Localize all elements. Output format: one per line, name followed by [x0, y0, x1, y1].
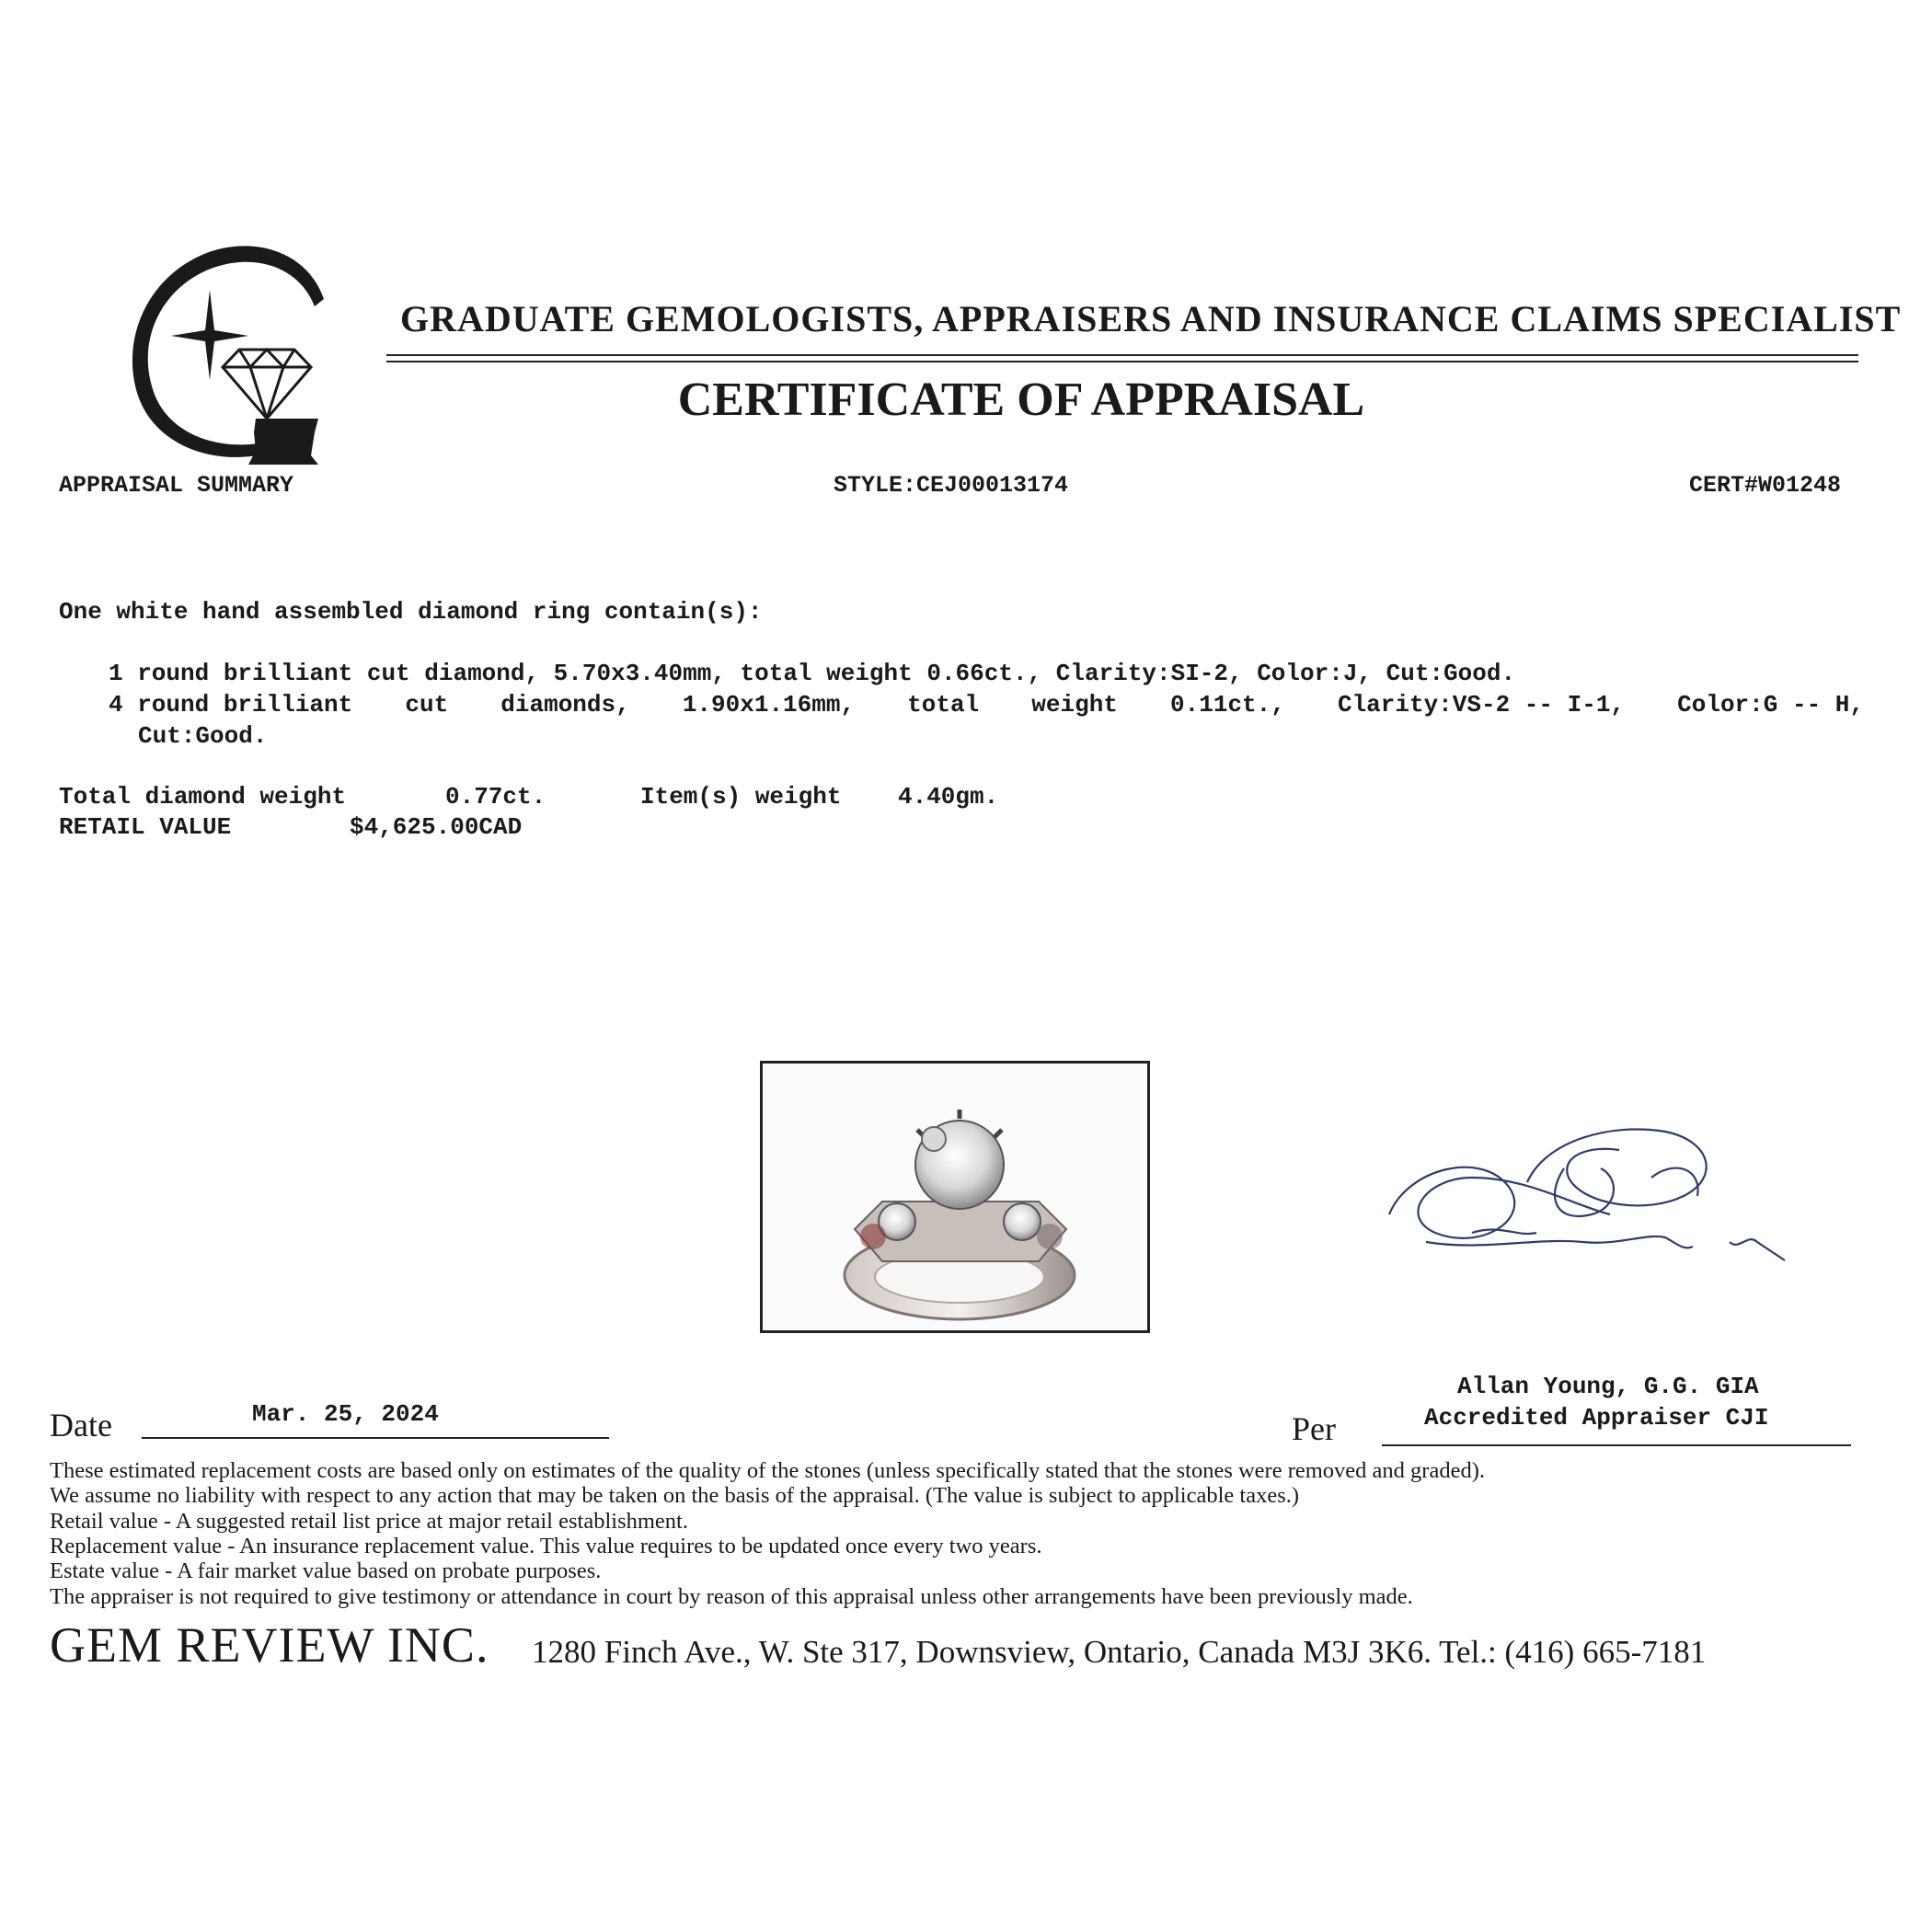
ring-photo [760, 1061, 1150, 1333]
footer-company-name: GEM REVIEW INC. [50, 1617, 489, 1673]
total-diamond-weight-label: Total diamond weight [59, 783, 347, 811]
appraisal-summary-label: APPRAISAL SUMMARY [59, 472, 294, 499]
ring-image [763, 1064, 1147, 1330]
side-stones-part: Clarity:VS-2 -- I-1, [1337, 691, 1626, 719]
gem-logo-icon [110, 235, 331, 465]
side-stones-part: total [907, 691, 980, 719]
style-number: STYLE:CEJ00013174 [834, 472, 1069, 499]
date-line [142, 1437, 609, 1439]
retail-value-amount: $4,625.00CAD [350, 813, 523, 841]
side-stones-part: Color:G -- H, [1677, 691, 1864, 719]
item-weight-label: Item(s) weight [640, 783, 842, 811]
certificate-title: CERTIFICATE OF APPRAISAL [677, 374, 1365, 426]
header-rule [386, 361, 1858, 362]
side-stones-part: weight [1031, 691, 1118, 719]
certificate-number: CERT#W01248 [1689, 472, 1842, 499]
side-stones-part: 1.90x1.16mm, [682, 691, 856, 719]
date-label: Date [50, 1407, 112, 1443]
date-value: Mar. 25, 2024 [252, 1400, 439, 1428]
center-stone-line: 1 round brilliant cut diamond, 5.70x3.40mm, total weight 0.66ct., Clarity:SI-2, Color:J, Cut:Good. [109, 660, 1516, 687]
item-weight-value: 4.40gm. [898, 783, 999, 811]
per-label: Per [1292, 1410, 1336, 1447]
disclaimer-line: We assume no liability with respect to any action that may be taken on the basis of the appraisal. (The value is subject to applicable taxes.) [50, 1483, 1300, 1508]
header-tagline: GRADUATE GEMOLOGISTS, APPRAISERS AND INSURANCE CLAIMS SPECIALIST [400, 298, 1902, 339]
disclaimer-line: The appraiser is not required to give testimony or attendance in court by reason of this appraisal unless other arrangements have been previously made. [50, 1584, 1413, 1609]
footer-address: 1280 Finch Ave., W. Ste 317, Downsview, Ontario, Canada M3J 3K6. Tel.: (416) 665-7181 [532, 1634, 1707, 1670]
appraiser-name: Allan Young, G.G. GIA [1457, 1373, 1759, 1400]
side-stones-line [109, 691, 1864, 719]
disclaimer-line: Estate value - A fair market value based on probate purposes. [50, 1558, 602, 1583]
side-stones-line-continued: Cut:Good. [138, 722, 268, 750]
signature-line [1382, 1444, 1851, 1446]
item-description-intro: One white hand assembled diamond ring contain(s): [59, 598, 763, 626]
side-stones-part: 0.11ct., [1170, 691, 1285, 719]
header-rule [386, 354, 1858, 356]
disclaimer-line: Replacement value - An insurance replacement value. This value requires to be updated once every two years. [50, 1534, 1042, 1558]
appraiser-credential: Accredited Appraiser CJI [1424, 1404, 1769, 1432]
retail-value-label: RETAIL VALUE [59, 813, 232, 841]
side-stones-part: cut [405, 691, 449, 719]
appraiser-signature [1371, 1113, 1812, 1288]
side-stones-part: 4 round brilliant [109, 691, 353, 719]
disclaimer-line: These estimated replacement costs are based only on estimates of the quality of the stones (unless specifically stated that the stones were removed and graded). [50, 1458, 1485, 1483]
disclaimer-line: Retail value - A suggested retail list price at major retail establishment. [50, 1509, 688, 1534]
total-diamond-weight-value: 0.77ct. [445, 783, 546, 811]
side-stones-part: diamonds, [500, 691, 630, 719]
